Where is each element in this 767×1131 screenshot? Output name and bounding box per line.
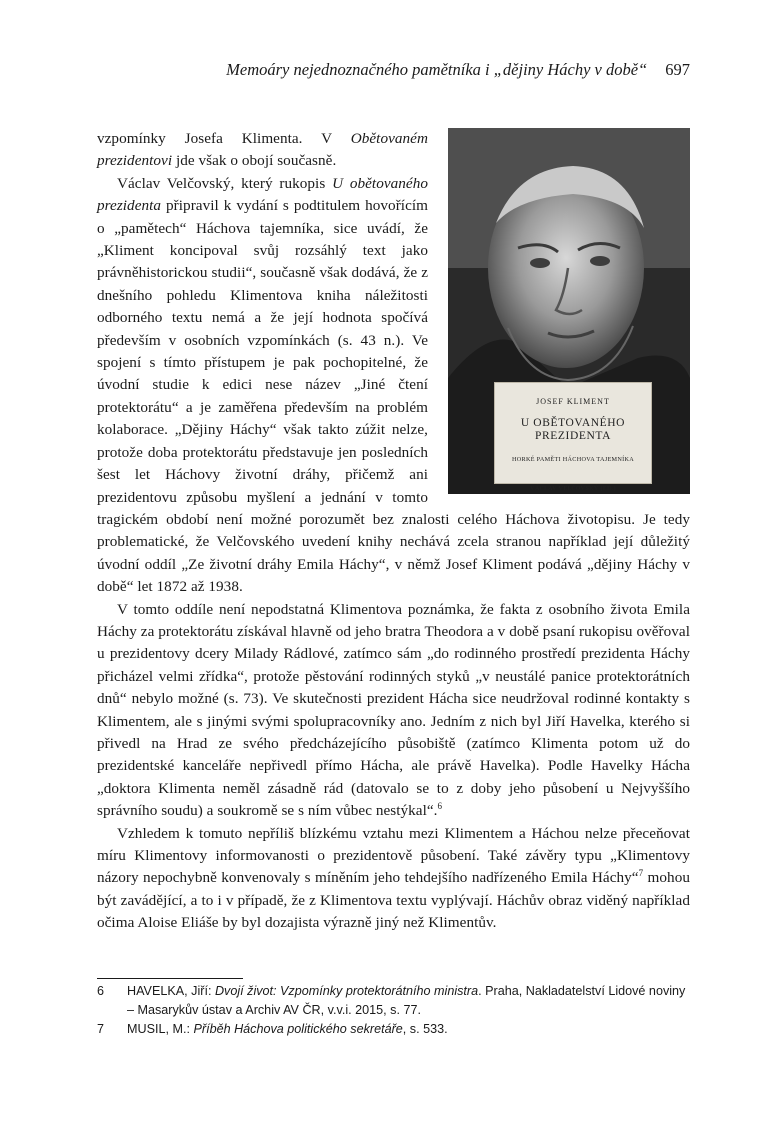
paragraph-2: Václav Velčovský, který rukopis U obětovaného prezidenta připravil k vydání s podtitulem hovořícím o „pamětech“ Háchova tajemníka, sice uvádí, že „Kliment koncipoval svůj rozsáhlý text jako právněhistorickou studii“, současně však dodává, že z dnešního pohledu Klimentova kniha náležitosti odborného textu nemá a že její hodnota spočívá především v osobních vzpomínkách (s. 43 n.). Ve spojení s tímto přístupem je pak pochopitelné, že úvodní studie k edici nese název „Jiné čtení protektorátu“ a je zaměřena především na problém kolaborace. „Dějiny Háchy“ však takto zúžit nelze, protože doba protektorátu představuje jen posledních šest let Háchovy životní dráhy, přičemž ani prezidentovu způsobu myšlení a jednání v tomto tragickém období není možné porozumět bez znalosti celého Háchova životopisu. Je tedy problematické, že Velčovského uvedení knihy nechává zcela stranou například její důležitý úvodní oddíl „Ze životní dráhy Emila Háchy“, v němž Josef Kliment podává „dějiny Háchy v době“ let 1872 až 1938.	[97, 174, 690, 596]
paragraph-4: Vzhledem k tomuto nepříliš blízkému vztahu mezi Klimentem a Háchou nelze přeceňovat míru Klimentovy informovanosti o prezidentově působení. Také závěry typu „Klimentovy názory nepochybně konvenovaly s míněním jeho tehdejšího nadřízeného Emila Háchy“$^7$ mohou být zavádějící, a to i v případě, že z Klimentova textu vyplývají. Háchův obraz viděný například očima Aloise Eliáše by byl dozajista výrazně jiný než Klimentův.	[97, 824, 690, 932]
paragraph-1: vzpomínky Josefa Klimenta. V Obětovaném prezidentovi jde však o obojí současně.	[97, 130, 428, 170]
cover-title-line2: PREZIDENTA	[535, 430, 611, 443]
page-number: 697	[665, 60, 690, 79]
footnote-6: 6 HAVELKA, Jiří: Dvojí život: Vzpomínky protektorátního ministra. Praha, Nakladatelství Lidové noviny – Masarykův ústav a Archiv AV ČR, v.v.i. 2015, s. 77.	[97, 984, 686, 1017]
cover-title-line1: U OBĚTOVANÉHO	[520, 417, 626, 430]
book-cover-photo	[448, 128, 690, 494]
running-title: Memoáry nejednoznačného pamětníka i „dějiny Háchy v době“	[226, 60, 648, 79]
cover-editor: VÁCLAV VELČOVSKÝ (ED.)	[530, 484, 616, 492]
running-header	[96, 60, 690, 80]
cover-subtitle: HORKÉ PAMĚTI HÁCHOVA TAJEMNÍKA	[511, 456, 634, 464]
main-text	[97, 128, 690, 935]
footnotes	[97, 982, 690, 1039]
cover-author: JOSEF KLIMENT	[536, 397, 610, 406]
footnote-ref-6[interactable]: 6	[437, 801, 443, 812]
footnote-7: 7 MUSIL, M.: Příběh Háchova politického sekretáře, s. 533.	[97, 1022, 448, 1036]
footnote-divider	[97, 978, 243, 979]
paragraph-3: V tomto oddíle není nepodstatná Klimentova poznámka, že fakta z osobního života Emila Háchy za protektorátu získával hlavně od jeho bratra Theodora a v době psaní rukopisu ověřoval u prezidentovy dcery Milady Rádlové, zatímco sám „do rodinného prostředí prezidenta Háchy přicházel velmi zřídka“, protože pěstování rodinných styků „v neustálé panice protektorátních dnů“ nebylo možné (s. 73). Ve skutečnosti prezident Hácha sice neudržoval rodinné kontakty s Klimentem, ale s jinými svými spolupracovníky ano. Jedním z nich byl Jiří Havelka, kterého si přivedl na Hrad ze svého předcházejícího působiště (zatímco Klimenta potom už do prezidentské kanceláře nepřivedl přímo Hácha, ale právě Havelka). Podle Havelky Hácha „doktora Klimenta neměl zásadně rád (datovalo se to z doby jeho působení u Nejvyššího správního soudu) a soukromě se s ním vůbec nestýkal“.$^6$	[97, 600, 690, 820]
footnote-ref-7[interactable]: 7	[638, 868, 644, 879]
cover-label-card	[494, 382, 652, 492]
